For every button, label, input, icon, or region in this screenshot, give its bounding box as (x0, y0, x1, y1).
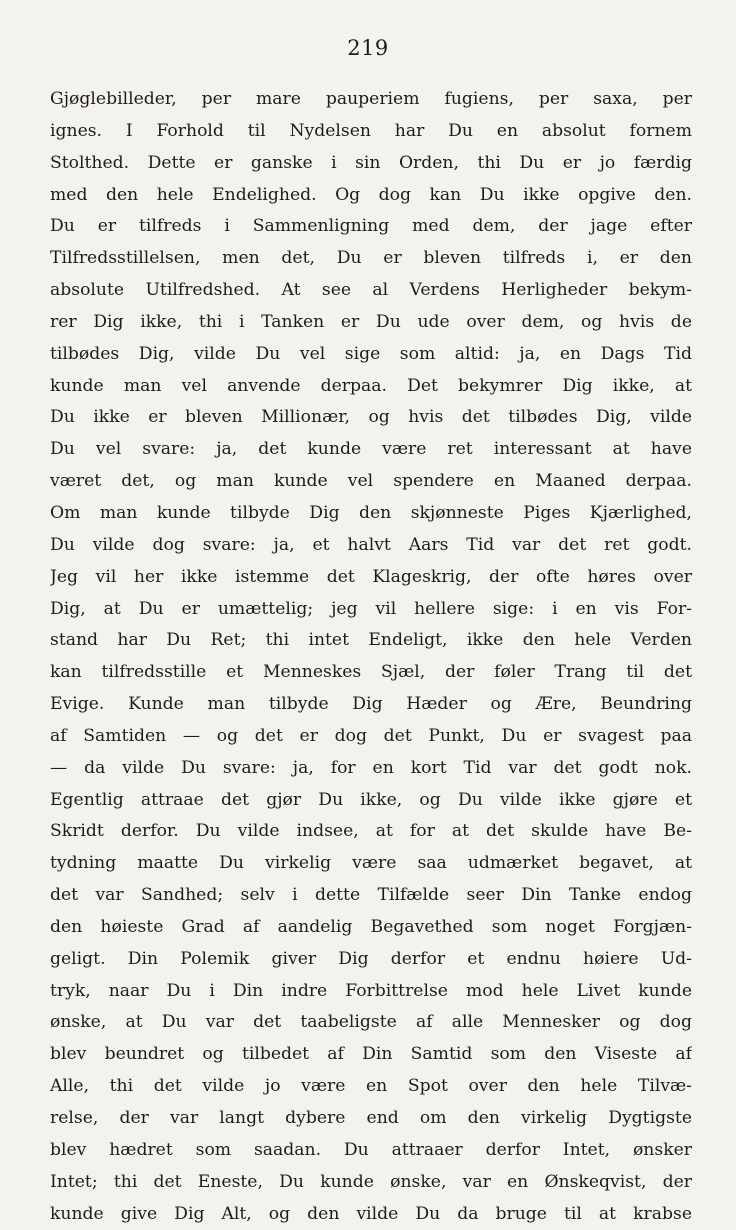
text-line: Egentlig attraae det gjør Du ikke, og Du vilde ikke gjøre et (50, 789, 692, 810)
text-line: kunde man vel anvende derpaa. Det bekymrer Dig ikke, at (50, 375, 692, 396)
text-line: relse, der var langt dybere end om den virkelig Dygtigste (50, 1108, 692, 1128)
text-line: Intet; thi det Eneste, Du kunde ønske, var en Ønskeqvist, der (50, 1171, 692, 1192)
text-line: Du vilde dog svare: ja, et halvt Aars Tid var det ret godt. (50, 534, 692, 555)
text-line: tydning maatte Du virkelig være saa udmærket begavet, at (50, 853, 692, 874)
text-line: Alle, thi det vilde jo være en Spot over den hele Tilvæ- (50, 1076, 692, 1097)
page-number: 219 (347, 36, 389, 60)
text-line: Skridt derfor. Du vilde indsee, at for at det skulde have Be- (50, 821, 692, 842)
text-line: været det, og man kunde vel spendere en Maaned derpaa. (50, 471, 692, 492)
text-line: stand har Du Ret; thi intet Endeligt, ikke den hele Verden (50, 630, 692, 651)
text-line: ønske, at Du var det taabeligste af alle Mennesker og dog (50, 1012, 692, 1033)
text-line: Du vel svare: ja, det kunde være ret interessant at have (50, 439, 692, 460)
body-text (50, 84, 692, 1230)
text-line: Dig, at Du er umættelig; jeg vil hellere sige: i en vis For- (50, 598, 692, 619)
text-line: den høieste Grad af aandelig Begavethed som noget Forgjæn- (50, 916, 692, 937)
text-line: blev beundret og tilbedet af Din Samtid som den Viseste af (50, 1044, 692, 1065)
text-line: Stolthed. Dette er ganske i sin Orden, thi Du er jo færdig (50, 152, 692, 173)
text-line: Om man kunde tilbyde Dig den skjønneste Piges Kjærlighed, (50, 502, 692, 523)
text-line: af Samtiden — og det er dog det Punkt, Du er svagest paa (50, 725, 692, 746)
text-line: Du ikke er bleven Millionær, og hvis det tilbødes Dig, vilde (50, 407, 692, 428)
text-line: Jeg vil her ikke istemme det Klageskrig, der ofte høres over (50, 566, 692, 587)
text-line: det var Sandhed; selv i dette Tilfælde seer Din Tanke endog (50, 885, 692, 906)
text-line: blev hædret som saadan. Du attraaer derfor Intet, ønsker (50, 1139, 692, 1160)
text-line: kan tilfredsstille et Menneskes Sjæl, der føler Trang til det (50, 662, 692, 683)
text-line: kunde give Dig Alt, og den vilde Du da bruge til at krabse (50, 1203, 692, 1224)
text-line: geligt. Din Polemik giver Dig derfor et endnu høiere Ud- (50, 948, 692, 969)
text-line: tryk, naar Du i Din indre Forbittrelse mod hele Livet kunde (50, 980, 692, 1001)
text-line: — da vilde Du svare: ja, for en kort Tid var det godt nok. (50, 757, 692, 778)
text-line: Tilfredsstillelsen, men det, Du er bleven tilfreds i, er den (50, 248, 692, 269)
text-line: ignes. I Forhold til Nydelsen har Du en absolut fornem (50, 120, 692, 141)
text-line: Gjøglebilleder, per mare pauperiem fugiens, per saxa, per (50, 89, 692, 109)
text-line: Du er tilfreds i Sammenligning med dem, der jage efter (50, 216, 692, 237)
text-line: absolute Utilfredshed. At see al Verdens Herligheder bekym- (50, 280, 692, 301)
text-line: Evige. Kunde man tilbyde Dig Hæder og Ære, Beundring (50, 694, 692, 715)
text-line: tilbødes Dig, vilde Du vel sige som altid: ja, en Dags Tid (50, 343, 692, 364)
text-line: rer Dig ikke, thi i Tanken er Du ude over dem, og hvis de (50, 311, 692, 332)
text-line: med den hele Endelighed. Og dog kan Du ikke opgive den. (50, 184, 692, 205)
